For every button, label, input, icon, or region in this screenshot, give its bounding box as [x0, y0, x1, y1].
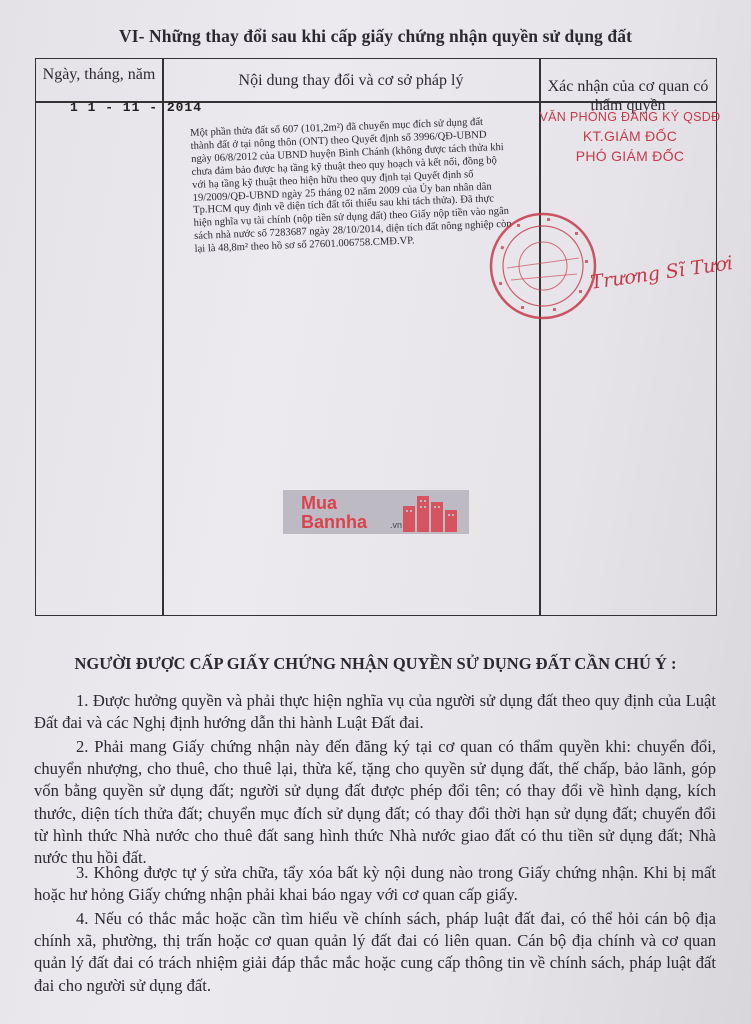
official-seal [487, 210, 599, 322]
watermark-line1: Mua [301, 493, 337, 513]
stamp-office: VĂN PHÒNG ĐĂNG KÝ QSDĐ [539, 110, 721, 124]
section-title: VI- Những thay đổi sau khi cấp giấy chứng nhận quyền sử dụng đất [118, 26, 632, 46]
notice-title: NGƯỜI ĐƯỢC CẤP GIẤY CHỨNG NHẬN QUYỀN SỬ DỤNG ĐẤT CẦN CHÚ Ý : [74, 654, 677, 673]
header-content: Nội dung thay đổi và cơ sở pháp lý [238, 72, 464, 89]
notice-item-2: 2. Phải mang Giấy chứng nhận này đến đăng ký tại cơ quan có thẩm quyền khi: chuyển đổi, chuyển nhượng, cho thuê, cho thuê lại, thừa kế, tặng cho quyền sử dụng đất, thế chấp, bảo lãnh, góp vốn bằng quyền sử dụng đất; người sử dụng đất được phép đổi tên; có thay đổi về hình dạng, kích thước, diện tích thửa đất; chuyển mục đích sử dụng đất; có thay đổi thời hạn sử dụng đất; chuyển đổi từ hình thức Nhà nước cho thuê đất sang hình thức Nhà nước giao đất có thu tiền sử dụng đất; Nhà nước thu hồi đất. [34, 737, 716, 868]
entry-content-text: Một phần thửa đất số 607 (101,2m²) đã chuyển mục đích sử dụng đất thành đất ở tại nông thôn (ONT) theo Quyết định số 3996/QĐ-UBND ngày 06/8/2012 của UBND huyện Bình Chánh (không được tách thửa khi chưa đảm bảo được hạ tầng kỹ thuật theo quy hoạch và kết nối, đồng bộ với hạ tầng kỹ thuật theo hiện hữu theo quy định tại Quyết định số 19/2009/QĐ-UBND ngày 25 tháng 02 năm 2009 của Ủy ban nhân dân Tp.HCM quy định về diện tích đất tối thiểu sau khi tách thửa). Đã thực hiện nghĩa vụ tài chính (nộp tiền sử dụng đất) theo Giấy nộp tiền vào ngân sách nhà nước số 7283687 ngày 28/10/2014, diện tích đất nông nghiệp còn lại là 48,8m² theo hồ sơ số 27601.006758.CMĐ.VP. [190, 116, 512, 256]
entry-date: 1 1 - 11 - 2014 [70, 100, 203, 115]
notice-item-1: 1. Được hưởng quyền và phải thực hiện nghĩa vụ của người sử dụng đất theo quy định của Luật Đất đai và các Nghị định hướng dẫn thi hành Luật Đất đai. [34, 691, 716, 733]
watermark-suffix: .vn [390, 520, 403, 530]
signature: Trương Sĩ Tươi [589, 252, 735, 294]
stamp-line2: PHÓ GIÁM ĐỐC [575, 148, 685, 164]
entry-content [190, 116, 513, 257]
stamp-line1: KT.GIÁM ĐỐC [582, 128, 678, 144]
notice-item-3: 3. Không được tự ý sửa chữa, tẩy xóa bất kỳ nội dung nào trong Giấy chứng nhận. Khi bị mất hoặc hư hỏng Giấy chứng nhận phải khai báo ngay với cơ quan cấp giấy. [34, 863, 716, 905]
watermark-line2: Bannha [301, 512, 368, 532]
header-date: Ngày, tháng, năm [42, 66, 156, 83]
header-authority: Xác nhận của cơ quan có thẩm quyền [547, 78, 709, 114]
column-divider [162, 59, 164, 615]
notice-item-4: 4. Nếu có thắc mắc hoặc cần tìm hiểu về chính sách, pháp luật đất đai, có thể hỏi cán bộ địa chính xã, phường, thị trấn hoặc cơ quan quản lý đất đai có liên quan. Cán bộ địa chính và cơ quan quản lý đất đai có trách nhiệm giải đáp thắc mắc hoặc cung cấp thông tin về chính sách, pháp luật đất đai cho người sử dụng đất. [34, 909, 716, 995]
column-divider [539, 59, 541, 615]
watermark-logo [283, 490, 469, 534]
building-icon [401, 492, 461, 532]
